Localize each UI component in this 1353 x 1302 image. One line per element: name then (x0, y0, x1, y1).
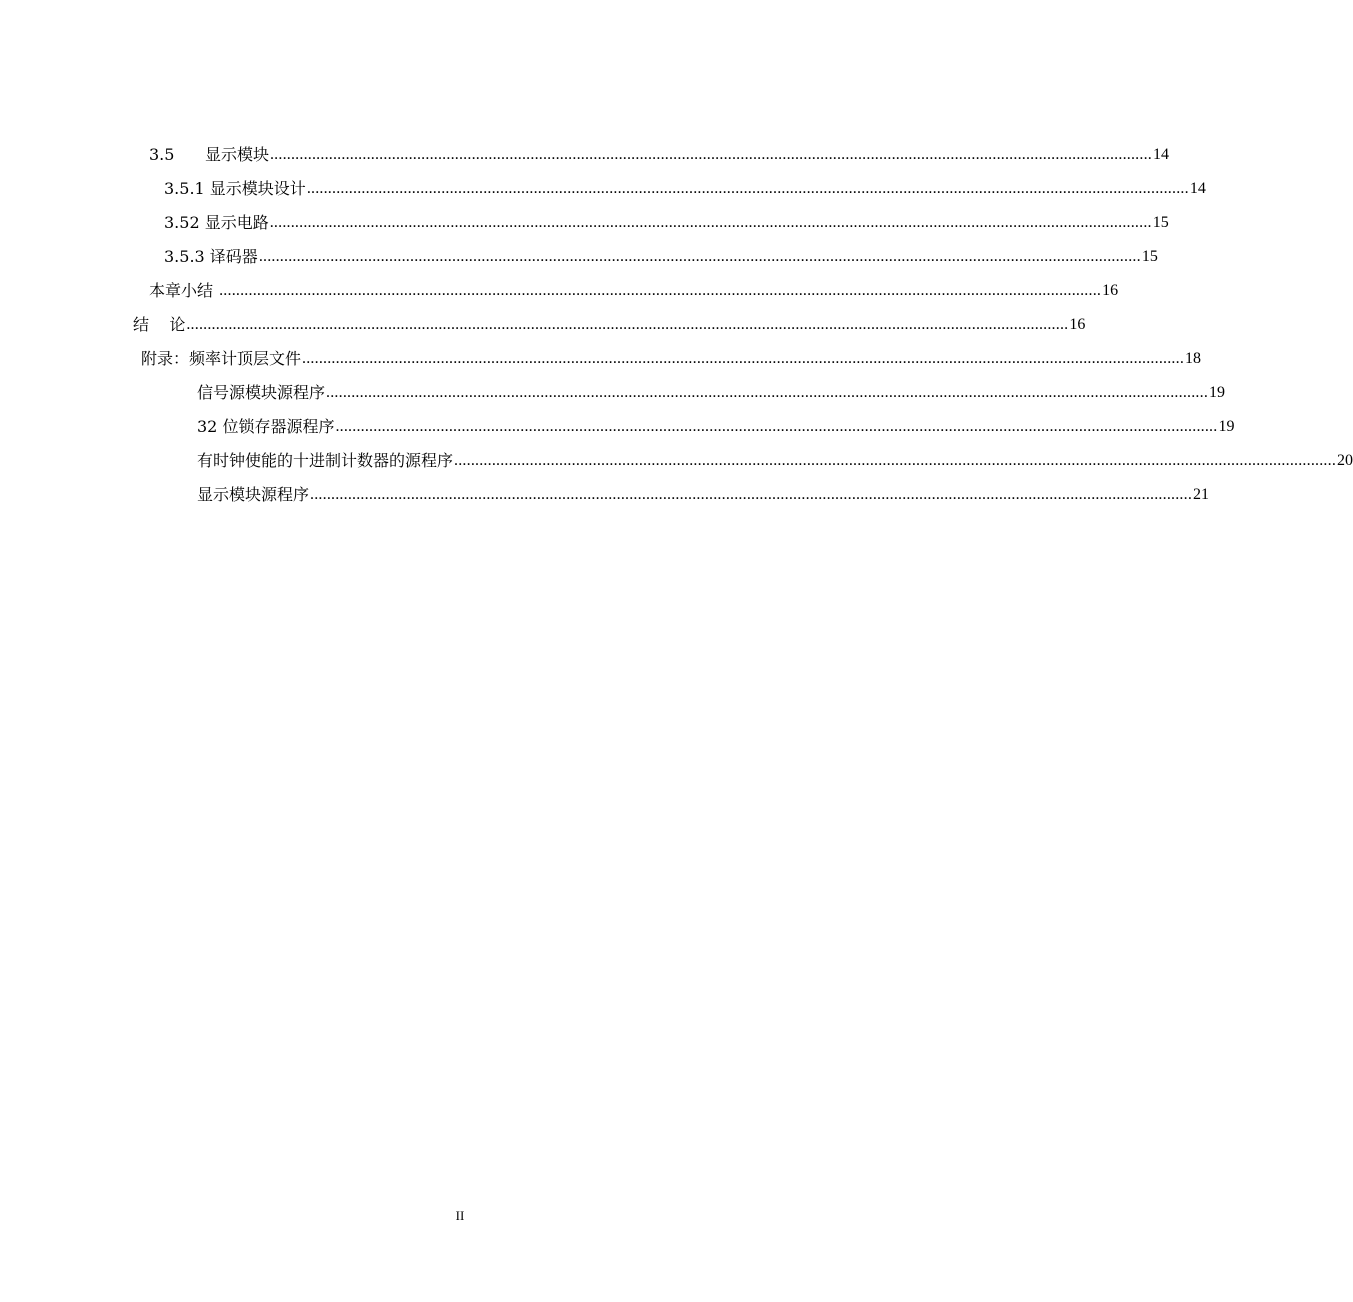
toc-entry-label: 3.5.3 译码器 (164, 247, 258, 266)
toc-entry-label: 有时钟使能的十进制计数器的源程序 (197, 451, 454, 470)
page-footer-number: II (455, 1208, 465, 1223)
toc-entry-label: 3.5 显示模块 (149, 145, 269, 164)
toc-entry-3-5-3[interactable] (164, 243, 1158, 267)
toc-page-number: 14 (1152, 146, 1169, 163)
dot-leader: .................................................................................................................................................................................................................. (219, 282, 1102, 299)
toc-entry-signal-source[interactable] (197, 379, 1226, 403)
toc-page-number: 16 (1069, 316, 1086, 333)
toc-page-number: 15 (1152, 214, 1169, 231)
toc-page-number: 19 (1209, 384, 1226, 401)
toc-entry-label: 3.52 显示电路 (164, 213, 269, 232)
toc-entry-label: 信号源模块源程序 (197, 383, 326, 402)
dot-leader: .................................................................................................................................................................................................................. (326, 384, 1209, 401)
dot-leader: .................................................................................................................................................................................................................. (269, 146, 1152, 163)
toc-entry-3-5[interactable] (149, 141, 1169, 165)
toc-entry-conclusion[interactable] (133, 311, 1086, 335)
dot-leader: .................................................................................................................................................................................................................. (302, 350, 1185, 367)
dot-leader: .................................................................................................................................................................................................................. (186, 316, 1069, 333)
toc-entry-label: 本章小结 (149, 281, 219, 300)
dot-leader: .................................................................................................................................................................................................................. (258, 248, 1141, 265)
toc-page-number: 18 (1185, 350, 1202, 367)
toc-entry-3-5-1[interactable] (164, 175, 1206, 199)
dot-leader: .................................................................................................................................................................................................................. (306, 180, 1189, 197)
toc-page-number: 14 (1189, 180, 1206, 197)
toc-entry-label: 结 论 (133, 315, 186, 334)
dot-leader: .................................................................................................................................................................................................................. (310, 486, 1193, 503)
toc-entry-appendix-top-level[interactable] (141, 345, 1202, 369)
toc-page-number: 15 (1141, 248, 1158, 265)
dot-leader: .................................................................................................................................................................................................................. (269, 214, 1152, 231)
toc-page-number: 16 (1102, 282, 1119, 299)
toc-entry-label: 附录：频率计顶层文件 (141, 349, 302, 368)
toc-page-number: 21 (1193, 486, 1210, 503)
toc-page-number: 19 (1218, 418, 1235, 435)
toc-entry-decimal-counter[interactable] (197, 447, 1353, 471)
toc-entry-3-5-2[interactable] (164, 209, 1169, 233)
toc-entry-chapter-summary[interactable] (149, 277, 1119, 301)
toc-page-number: 20 (1337, 452, 1353, 469)
toc-entry-label: 3.5.1 显示模块设计 (164, 179, 306, 198)
dot-leader: .................................................................................................................................................................................................................. (335, 418, 1218, 435)
dot-leader: .................................................................................................................................................................................................................. (454, 452, 1337, 469)
toc-entry-display-source[interactable] (197, 481, 1210, 505)
toc-entry-label: 显示模块源程序 (197, 485, 310, 504)
toc-entry-label: 32 位锁存器源程序 (197, 417, 335, 436)
toc-entry-32bit-latch[interactable] (197, 413, 1235, 437)
